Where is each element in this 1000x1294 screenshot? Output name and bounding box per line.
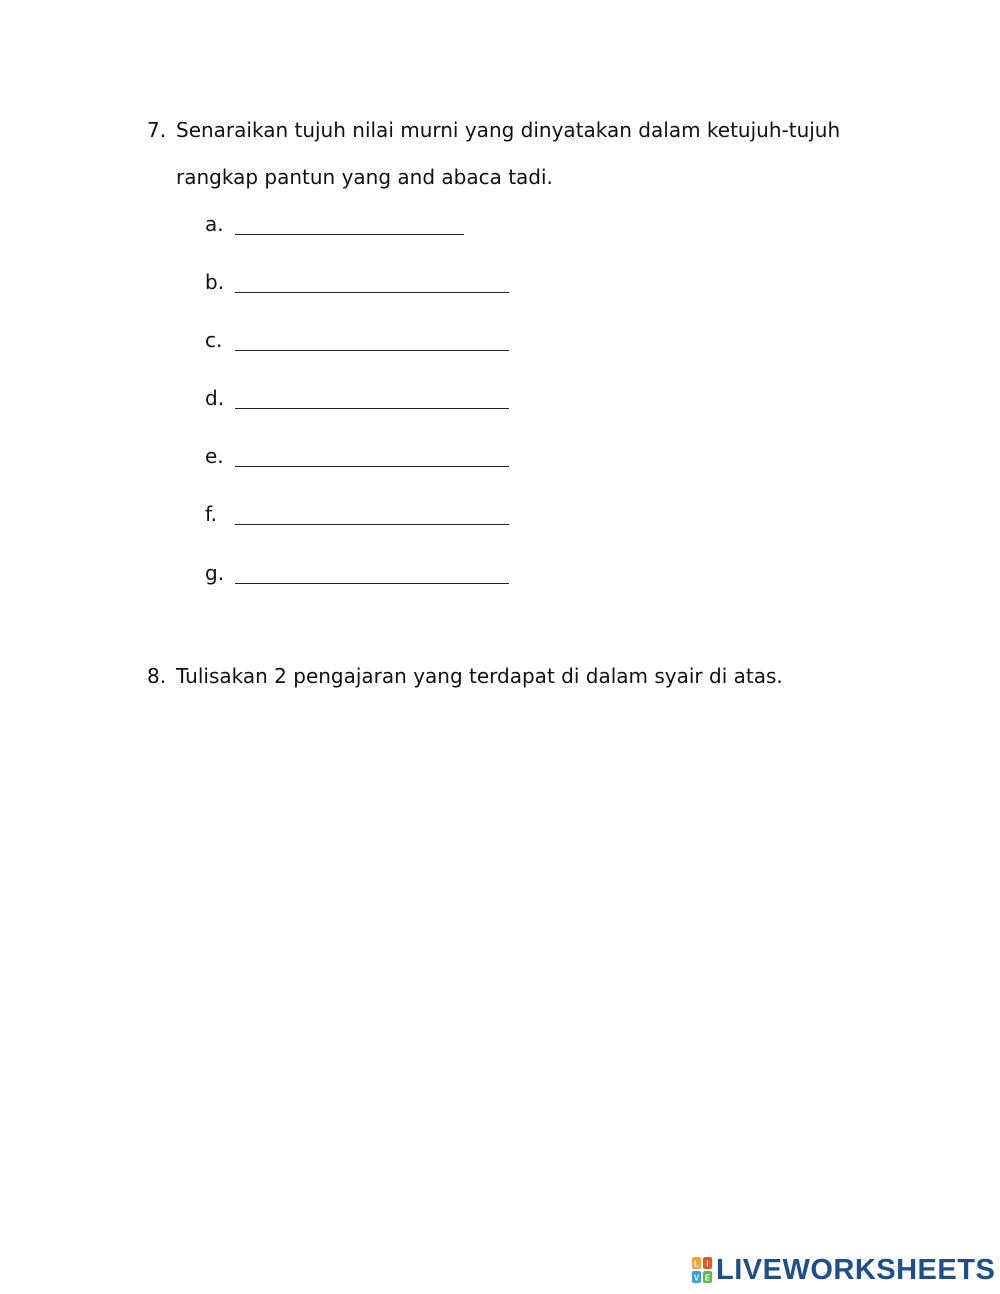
answer-input-b[interactable]: [235, 292, 509, 293]
answer-row-b: [205, 270, 525, 300]
answer-row-e: [205, 444, 525, 474]
answer-input-c[interactable]: [235, 350, 509, 351]
answer-input-g[interactable]: [235, 583, 509, 584]
answer-label-a: a.: [205, 212, 224, 236]
answer-input-f[interactable]: [235, 524, 509, 525]
answer-label-d: d.: [205, 386, 225, 410]
svg-text:E: E: [704, 1273, 711, 1283]
question-7-number: 7.: [147, 118, 167, 142]
liveworksheets-logo: [692, 1254, 995, 1286]
answer-label-e: e.: [205, 444, 224, 468]
answer-label-f: f.: [205, 502, 217, 526]
answer-row-c: [205, 328, 525, 358]
question-8-text: Tulisakan 2 pengajaran yang terdapat di dalam syair di atas.: [176, 664, 783, 688]
answer-label-c: c.: [205, 328, 223, 352]
svg-text:L: L: [694, 1259, 699, 1269]
answer-label-g: g.: [205, 561, 225, 585]
svg-text:V: V: [693, 1273, 700, 1283]
answer-row-a: [205, 212, 525, 242]
liveworksheets-logo-text: LIVEWORKSHEETS: [716, 1254, 996, 1286]
svg-text:I: I: [706, 1259, 709, 1269]
question-7-text-line-2: rangkap pantun yang and abaca tadi.: [176, 165, 553, 189]
answer-input-a[interactable]: [235, 234, 464, 235]
answer-row-d: [205, 386, 525, 416]
answer-input-e[interactable]: [235, 466, 509, 467]
liveworksheets-logo-icon: [692, 1257, 712, 1283]
answer-row-f: [205, 502, 525, 532]
question-7-text-line-1: Senaraikan tujuh nilai murni yang dinyatakan dalam ketujuh-tujuh: [176, 118, 841, 142]
question-8-number: 8.: [147, 664, 167, 688]
answer-row-g: [205, 561, 525, 591]
answer-label-b: b.: [205, 270, 225, 294]
answer-input-d[interactable]: [235, 408, 509, 409]
